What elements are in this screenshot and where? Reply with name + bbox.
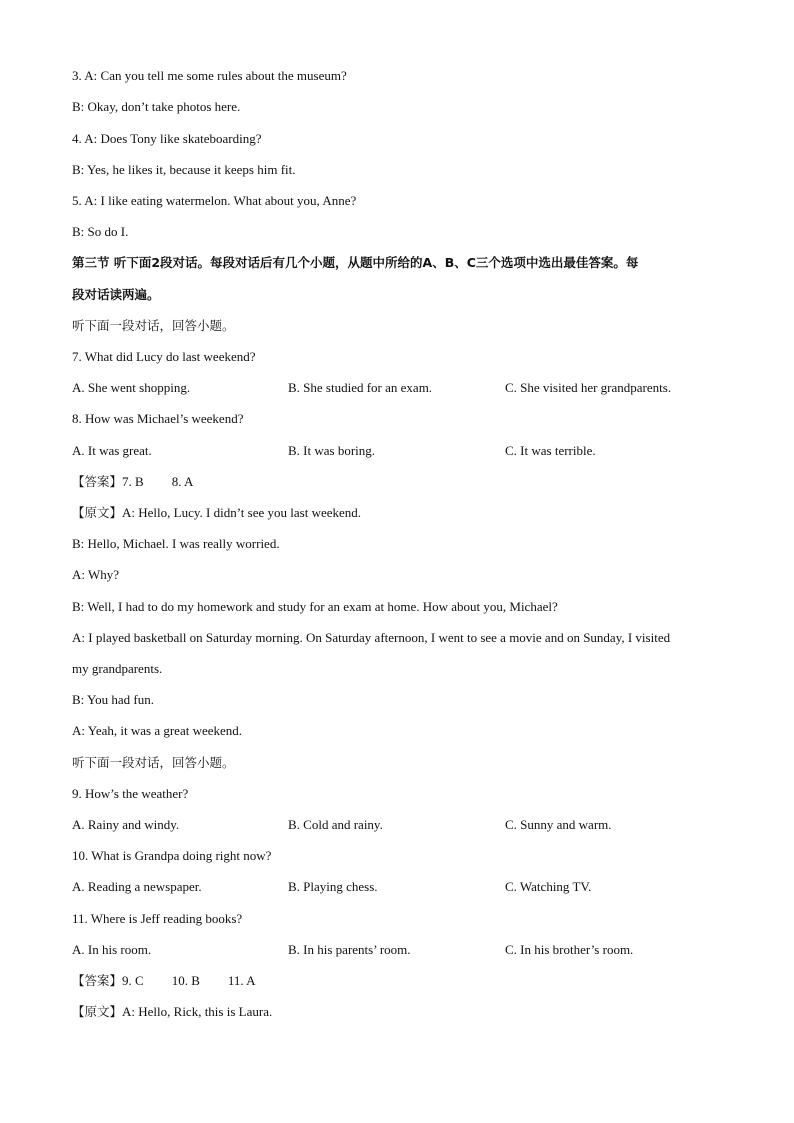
- question-7: 7. What did Lucy do last weekend?: [72, 349, 256, 364]
- dialog-line: 5. A: I like eating watermelon. What about you, Anne?: [72, 193, 357, 208]
- answer-value: 8. A: [171, 474, 194, 489]
- q11-option-a: A. In his room.: [72, 942, 152, 957]
- transcript-line: B: Hello, Michael. I was really worried.: [72, 536, 280, 551]
- q8-option-a: A. It was great.: [72, 443, 152, 458]
- dialog-line: B: Okay, don’t take photos here.: [72, 99, 241, 114]
- transcript-row: [72, 1004, 272, 1020]
- q9-option-b: B. Cold and rainy.: [288, 817, 383, 832]
- q11-option-c: C. In his brother’s room.: [505, 942, 634, 957]
- dialog-line: B: So do I.: [72, 224, 129, 239]
- dialog-line: 4. A: Does Tony like skateboarding?: [72, 131, 262, 146]
- transcript-line: A: Yeah, it was a great weekend.: [72, 723, 243, 738]
- question-9: 9. How’s the weather?: [72, 786, 189, 801]
- q11-option-b: B. In his parents’ room.: [288, 942, 411, 957]
- q9-option-c: C. Sunny and warm.: [505, 817, 612, 832]
- q7-option-b: B. She studied for an exam.: [288, 380, 433, 395]
- q10-option-b: B. Playing chess.: [288, 879, 378, 894]
- transcript-line: A: Hello, Rick, this is Laura.: [122, 1004, 273, 1019]
- transcript-label: 【原文】: [72, 1004, 123, 1019]
- answer-label: 【答案】: [72, 474, 123, 489]
- question-10: 10. What is Grandpa doing right now?: [72, 848, 272, 863]
- question-8: 8. How was Michael’s weekend?: [72, 411, 244, 426]
- question-11: 11. Where is Jeff reading books?: [72, 911, 243, 926]
- answer-value: 10. B: [171, 973, 200, 988]
- answer-value: 7. B: [122, 474, 144, 489]
- q9-option-a: A. Rainy and windy.: [72, 817, 180, 832]
- answer-row: [72, 973, 256, 989]
- dialog-intro: 听下面一段对话，回答小题。: [72, 755, 235, 770]
- answer-label: 【答案】: [72, 973, 123, 988]
- q8-option-c: C. It was terrible.: [505, 443, 596, 458]
- q7-option-a: A. She went shopping.: [72, 380, 191, 395]
- answer-value: 11. A: [227, 973, 256, 988]
- dialog-intro: 听下面一段对话，回答小题。: [72, 318, 235, 333]
- answer-row: [72, 474, 193, 490]
- section-heading-continued: 段对话读两遍。: [72, 287, 160, 302]
- transcript-line: my grandparents.: [72, 661, 163, 676]
- q10-option-a: A. Reading a newspaper.: [72, 879, 202, 894]
- transcript-line: A: I played basketball on Saturday morning. On Saturday afternoon, I went to see a movie and on Sunday, I visited: [72, 630, 671, 645]
- transcript-label: 【原文】: [72, 505, 123, 520]
- q8-option-b: B. It was boring.: [288, 443, 376, 458]
- dialog-line: 3. A: Can you tell me some rules about the museum?: [72, 68, 347, 83]
- answer-value: 9. C: [122, 973, 144, 988]
- transcript-row: [72, 505, 361, 521]
- transcript-line: A: Why?: [72, 567, 120, 582]
- q7-option-c: C. She visited her grandparents.: [505, 380, 672, 395]
- transcript-line: B: Well, I had to do my homework and study for an exam at home. How about you, Michael?: [72, 599, 558, 614]
- transcript-line: B: You had fun.: [72, 692, 154, 707]
- section-heading: 第三节 听下面2段对话。每段对话后有几个小题，从题中所给的A、B、C三个选项中选出最佳答案。每: [72, 255, 639, 270]
- transcript-line: A: Hello, Lucy. I didn’t see you last weekend.: [122, 505, 362, 520]
- dialog-line: B: Yes, he likes it, because it keeps him fit.: [72, 162, 296, 177]
- q10-option-c: C. Watching TV.: [505, 879, 592, 894]
